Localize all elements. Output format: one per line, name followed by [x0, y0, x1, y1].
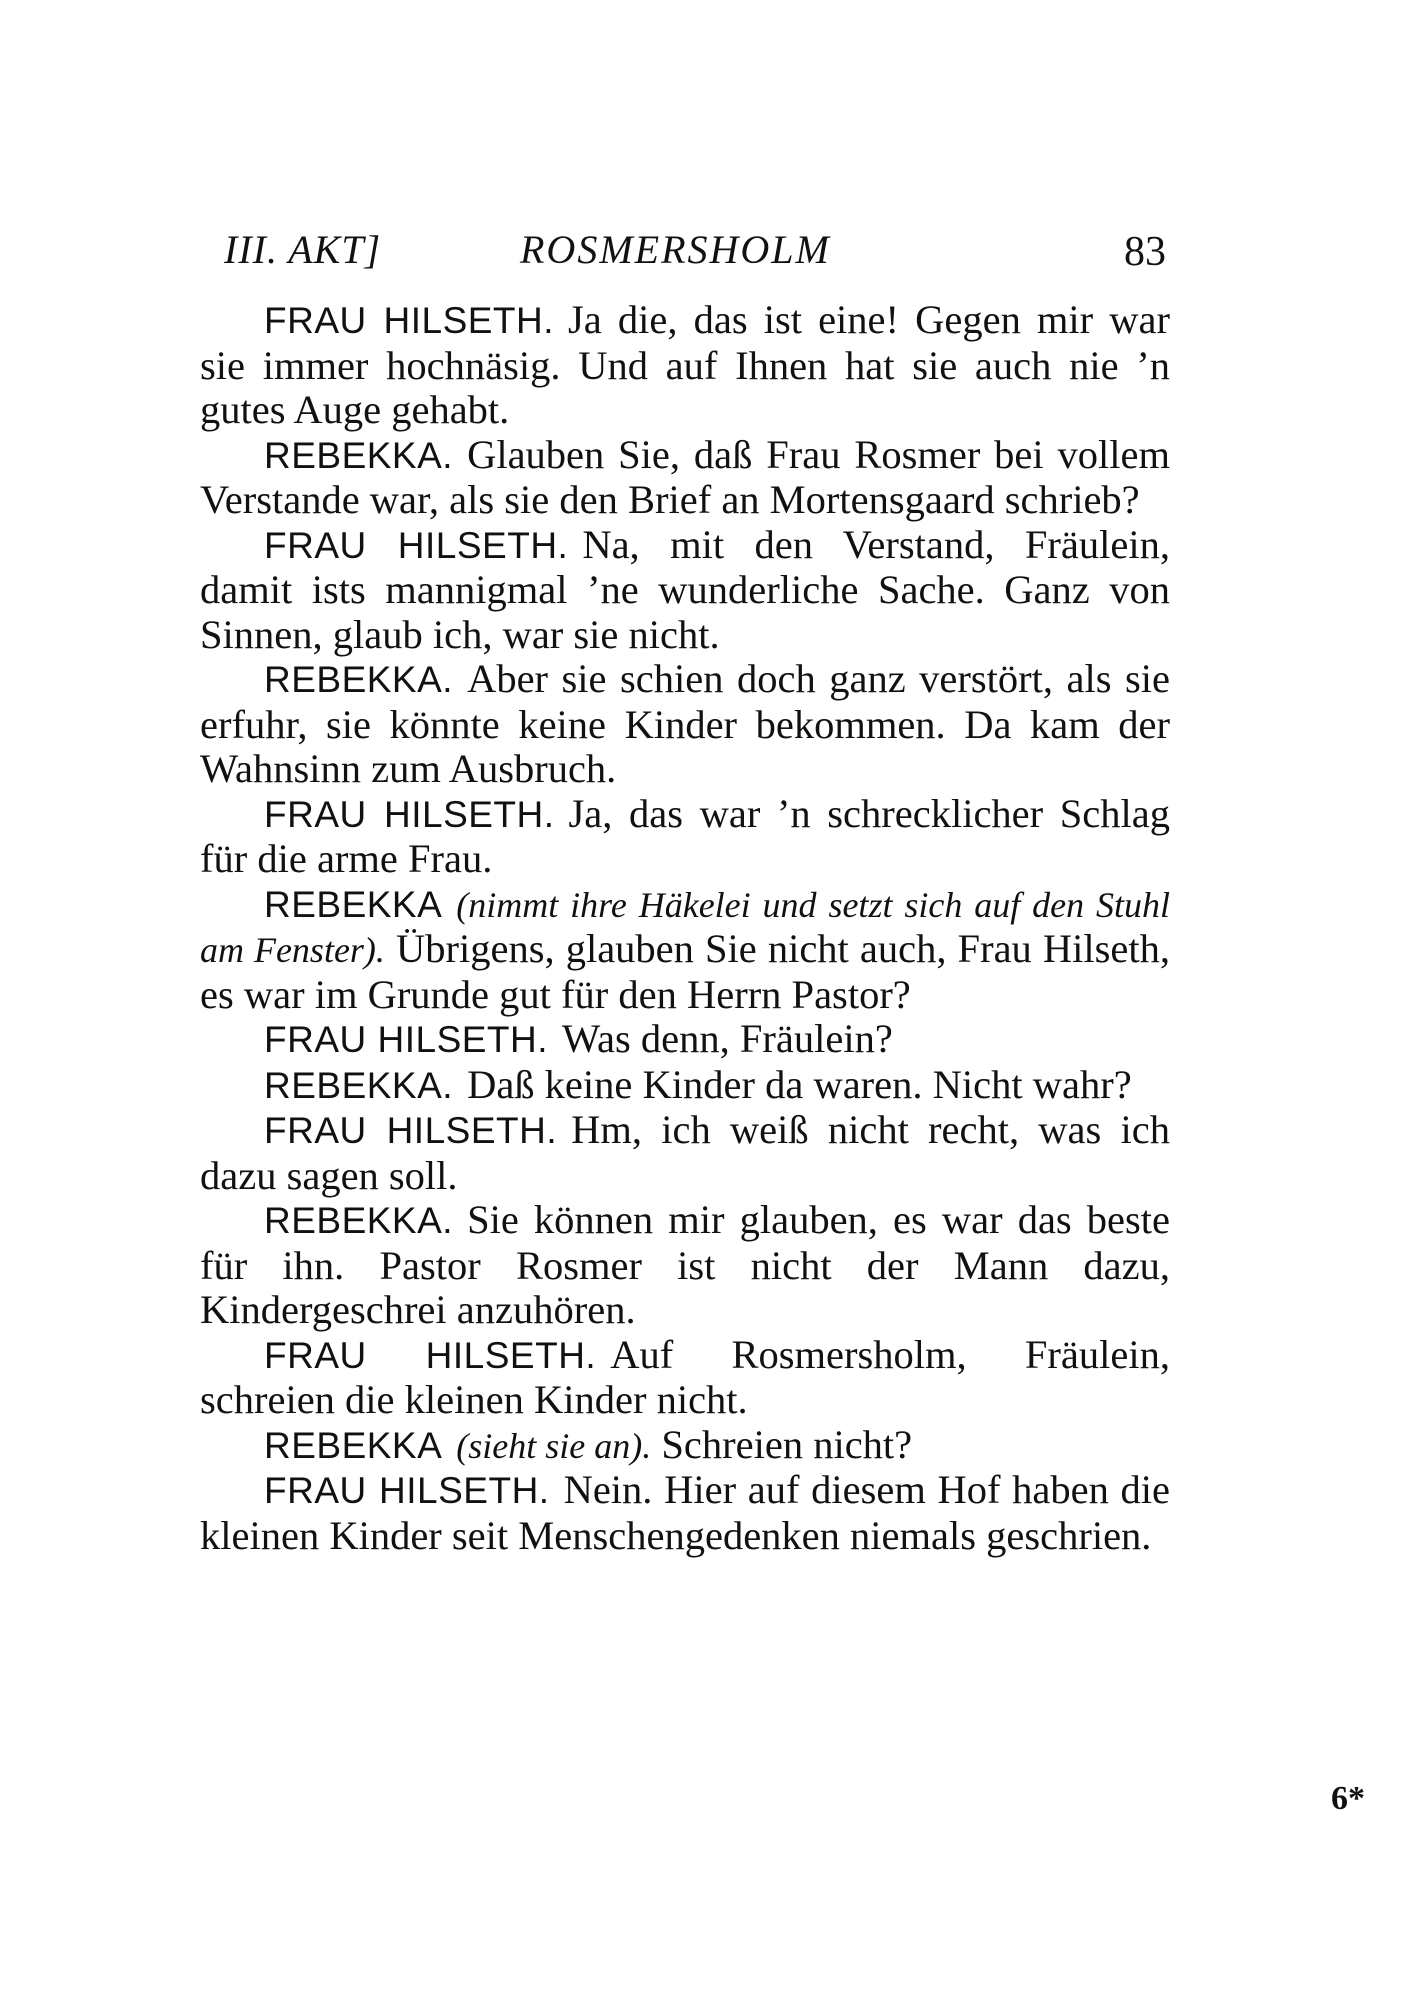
dialogue-paragraph: [200, 1423, 1170, 1469]
speaker-name: REBEKKA.: [264, 1200, 454, 1241]
dialogue-paragraph: [200, 1108, 1170, 1198]
running-head: [200, 222, 1170, 292]
dialogue-line: Übrigens, glauben Sie nicht auch, Frau Hilseth, es war im Grunde gut für den Herrn Pastor?: [200, 926, 1170, 1017]
dialogue-paragraph: [200, 298, 1170, 433]
dialogue-line: Schreien nicht?: [661, 1421, 913, 1467]
dialogue-paragraph: [200, 882, 1170, 1018]
stage-direction: (sieht sie an).: [456, 1425, 652, 1466]
dialogue-line: Nein. Hier auf diesem Hof haben die kleinen Kinder seit Menschengedenken niemals geschrien.: [200, 1467, 1170, 1558]
dialogue-paragraph: [200, 1333, 1170, 1423]
dialogue-line: Ja die, das ist eine! Gegen mir war sie immer hochnäsig. Und auf Ihnen hat sie auch nie ’n gutes Auge gehabt.: [200, 297, 1170, 432]
dialogue-paragraph: [200, 657, 1170, 792]
dialogue-line: Aber sie schien doch ganz verstört, als sie erfuhr, sie könnte keine Kinder bekommen. Da kam der Wahnsinn zum Ausbruch.: [200, 656, 1170, 791]
speaker-name: FRAU HILSETH.: [264, 1019, 549, 1060]
speaker-name: REBEKKA.: [264, 1064, 454, 1106]
speaker-name: FRAU HILSETH.: [264, 1110, 558, 1151]
dialogue-line: Daß keine Kinder da waren. Nicht wahr?: [467, 1061, 1132, 1107]
dialogue-paragraph: [200, 1468, 1170, 1558]
dialogue-paragraph: [200, 1017, 1170, 1063]
dialogue-paragraph: [200, 433, 1170, 523]
book-title: ROSMERSHOLM: [520, 227, 831, 272]
speaker-name: FRAU HILSETH.: [264, 1470, 550, 1511]
speaker-name: FRAU HILSETH.: [264, 524, 569, 566]
act-marker: III. AKT]: [224, 227, 382, 272]
dialogue-text: [200, 298, 1170, 1558]
dialogue-line: Glauben Sie, daß Frau Rosmer bei vollem Verstande war, als sie den Brief an Mortensgaard schrieb?: [200, 431, 1170, 522]
stage-direction: (nimmt ihre Häkelei und setzt sich auf den Stuhl am Fenster).: [200, 884, 1170, 970]
dialogue-paragraph: [200, 523, 1170, 658]
dialogue-line: Hm, ich weiß nicht recht, was ich dazu sagen soll.: [200, 1107, 1170, 1198]
dialogue-paragraph: [200, 1063, 1170, 1109]
dialogue-line: Sie können mir glauben, es war das beste für ihn. Pastor Rosmer ist nicht der Mann dazu, Kindergeschrei anzuhören.: [200, 1197, 1170, 1332]
dialogue-paragraph: [200, 792, 1170, 882]
book-page: [200, 222, 1170, 1558]
dialogue-paragraph: [200, 1198, 1170, 1333]
speaker-name: REBEKKA: [264, 883, 443, 925]
speaker-name: FRAU HILSETH.: [264, 1334, 597, 1376]
speaker-name: REBEKKA.: [264, 659, 454, 700]
dialogue-line: Was denn, Fräulein?: [562, 1016, 893, 1061]
dialogue-line: Auf Rosmersholm, Fräulein, schreien die kleinen Kinder nicht.: [200, 1331, 1170, 1422]
dialogue-line: Na, mit den Verstand, Fräulein, damit ists mannigmal ’ne wunderliche Sache. Ganz von Sinnen, glaub ich, war sie nicht.: [200, 521, 1170, 657]
dialogue-line: Ja, das war ’n schrecklicher Schlag für die arme Frau.: [200, 790, 1170, 881]
speaker-name: REBEKKA.: [264, 434, 454, 476]
speaker-name: FRAU HILSETH.: [264, 793, 555, 835]
speaker-name: REBEKKA: [264, 1424, 443, 1466]
signature-mark: 6*: [1331, 1780, 1365, 1817]
speaker-name: FRAU HILSETH.: [264, 300, 555, 341]
page-number: 83: [1124, 229, 1166, 275]
